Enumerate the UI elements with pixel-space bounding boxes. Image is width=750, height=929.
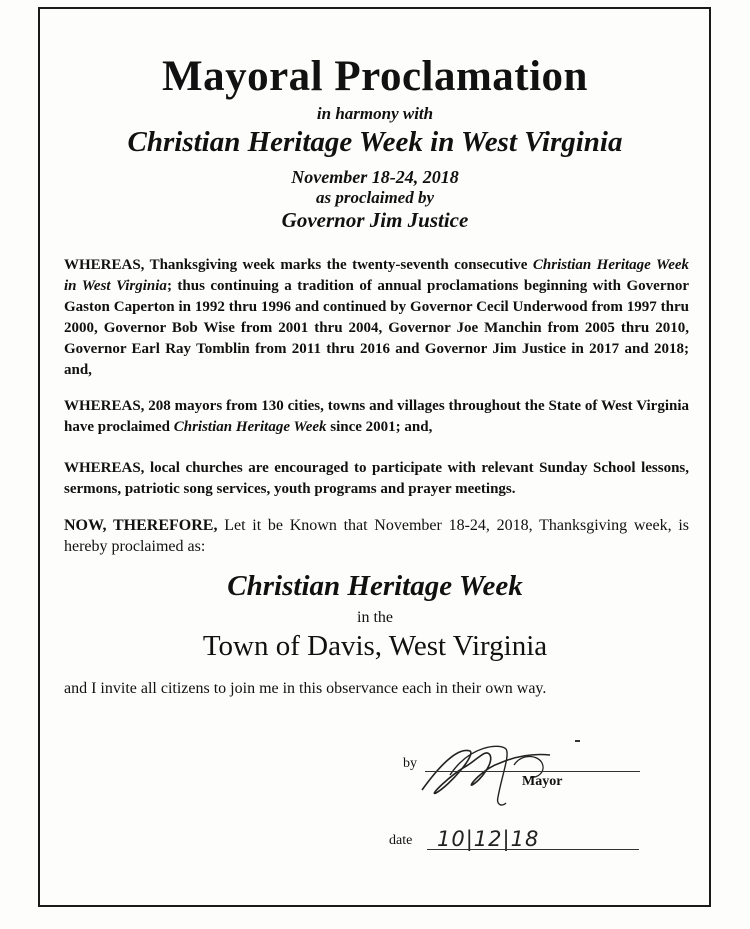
paragraph-italic: Christian Heritage Week [173,419,327,435]
mayor-signature [410,735,570,810]
event-heading: Christian Heritage Week in West Virginia [127,126,623,158]
harmony-subtitle: in harmony with [316,104,434,123]
whereas-lead: WHEREAS, [64,460,145,476]
whereas-lead: WHEREAS, [64,257,145,273]
paragraph-text: 208 mayors from 130 cities, towns and villages throughout the State of West Virginia have proclaimed [64,398,689,435]
proclaimed-event: Christian Heritage Week [227,570,523,602]
whereas-paragraph-1 [64,255,689,381]
mark-dash [575,740,580,742]
whereas-paragraph-2 [64,396,689,438]
signature-line [425,771,640,772]
paragraph-text: Let it be Known that November 18-24, 2018, Thanksgiving week, is hereby proclaimed as: [64,517,690,555]
invite-text: and I invite all citizens to join me in this observance each in their own way. [64,680,547,697]
paragraph-text: Thanksgiving week marks the twenty-seventh consecutive [144,257,533,273]
paragraph-text: since 2001; and, [326,419,433,435]
therefore-paragraph [64,515,689,557]
town-name: Town of Davis, West Virginia [202,630,548,662]
paragraph-text: local churches are encouraged to participate with relevant Sunday School lessons, sermons, patriotic song services, youth programs and prayer meetings. [64,460,689,497]
by-label: by [403,756,417,771]
mayor-label: Mayor [522,774,563,789]
proclaimed-by-label: as proclaimed by [315,188,435,207]
paragraph-text: ; thus continuing a tradition of annual proclamations beginning with Governor Gaston Caperton in 1992 thru 1996 and continued by Governor Cecil Underwood from 1997 thru 2000, Governor Bob Wise from 2001 thru 2004, Governor Joe Manchin from 2005 thru 2010, Governor Earl Ray Tomblin from 2011 thru 2016 and Governor Jim Justice in 2017 and 2018; and, [64,278,689,378]
whereas-lead: WHEREAS, [64,398,145,414]
date-value: 10|12|18 [437,827,540,851]
paragraph-italic: Christian Heritage Week in West Virginia [64,257,690,294]
in-the-label: in the [357,609,393,626]
therefore-lead: NOW, THEREFORE, [64,517,218,534]
governor-name: Governor Jim Justice [281,208,469,232]
date-line [427,849,639,850]
date-label: date [389,833,413,848]
page-title: Mayoral Proclamation [162,53,588,100]
whereas-paragraph-3 [64,458,689,500]
event-dates: November 18-24, 2018 [291,167,459,187]
